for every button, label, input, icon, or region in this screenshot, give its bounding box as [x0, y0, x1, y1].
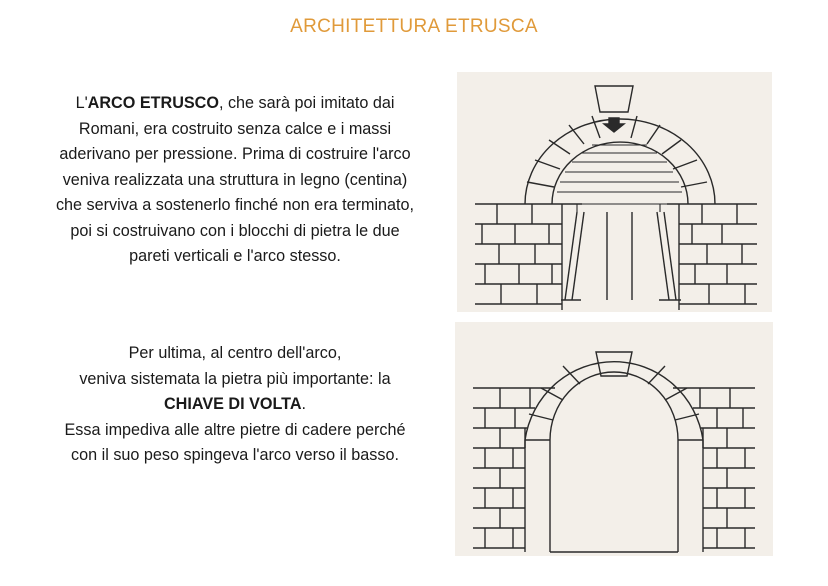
keystone-block [595, 86, 633, 112]
right-wall [673, 388, 755, 552]
intro-line-2: Romani, era costruito senza calce e i massi [78, 119, 392, 138]
arco-etrusco-term: ARCO ETRUSCO [87, 94, 219, 112]
arch-with-centering-figure [457, 72, 772, 312]
keystone-paragraph [18, 341, 452, 469]
wooden-centering [557, 145, 682, 212]
arch-voussoirs [525, 362, 703, 552]
intro-line-5: che serviva a sostenerlo finché non era terminato, [55, 196, 415, 214]
keystone-line-1: Per ultima, al centro dell'arco, [128, 344, 342, 362]
keystone-line-2: veniva sistemata la pietra più importante: la [79, 369, 391, 388]
intro-paragraph [18, 91, 452, 270]
intro-line-6: poi si costruivano con i blocchi di pietra le due [70, 221, 400, 240]
arch-with-centering-drawing [457, 72, 772, 312]
intro-line-3: aderivano per pressione. Prima di costruire l'arco [59, 145, 411, 163]
keystone-line-5: con il suo peso spingeva l'arco verso il basso. [71, 446, 399, 464]
page-title: ARCHITETTURA ETRUSCA [290, 16, 538, 37]
arch-voussoirs [525, 116, 715, 204]
intro-line-7: pareti verticali e l'arco stesso. [129, 247, 341, 265]
chiave-di-volta-term: CHIAVE DI VOLTA [163, 395, 302, 413]
intro-line-1: L'ARCO ETRUSCO, che sarà poi imitato dai [75, 94, 395, 112]
right-wall [667, 204, 757, 310]
wooden-props [561, 212, 681, 300]
keystone-line-3: CHIAVE DI VOLTA. [163, 395, 307, 413]
intro-line-4: veniva realizzata una struttura in legno (centina) [62, 170, 408, 189]
completed-arch-drawing [455, 322, 773, 556]
keystone-line-4: Essa impediva alle altre pietre di cadere perché [64, 420, 406, 439]
completed-arch-figure [455, 322, 773, 556]
left-wall [473, 388, 555, 552]
